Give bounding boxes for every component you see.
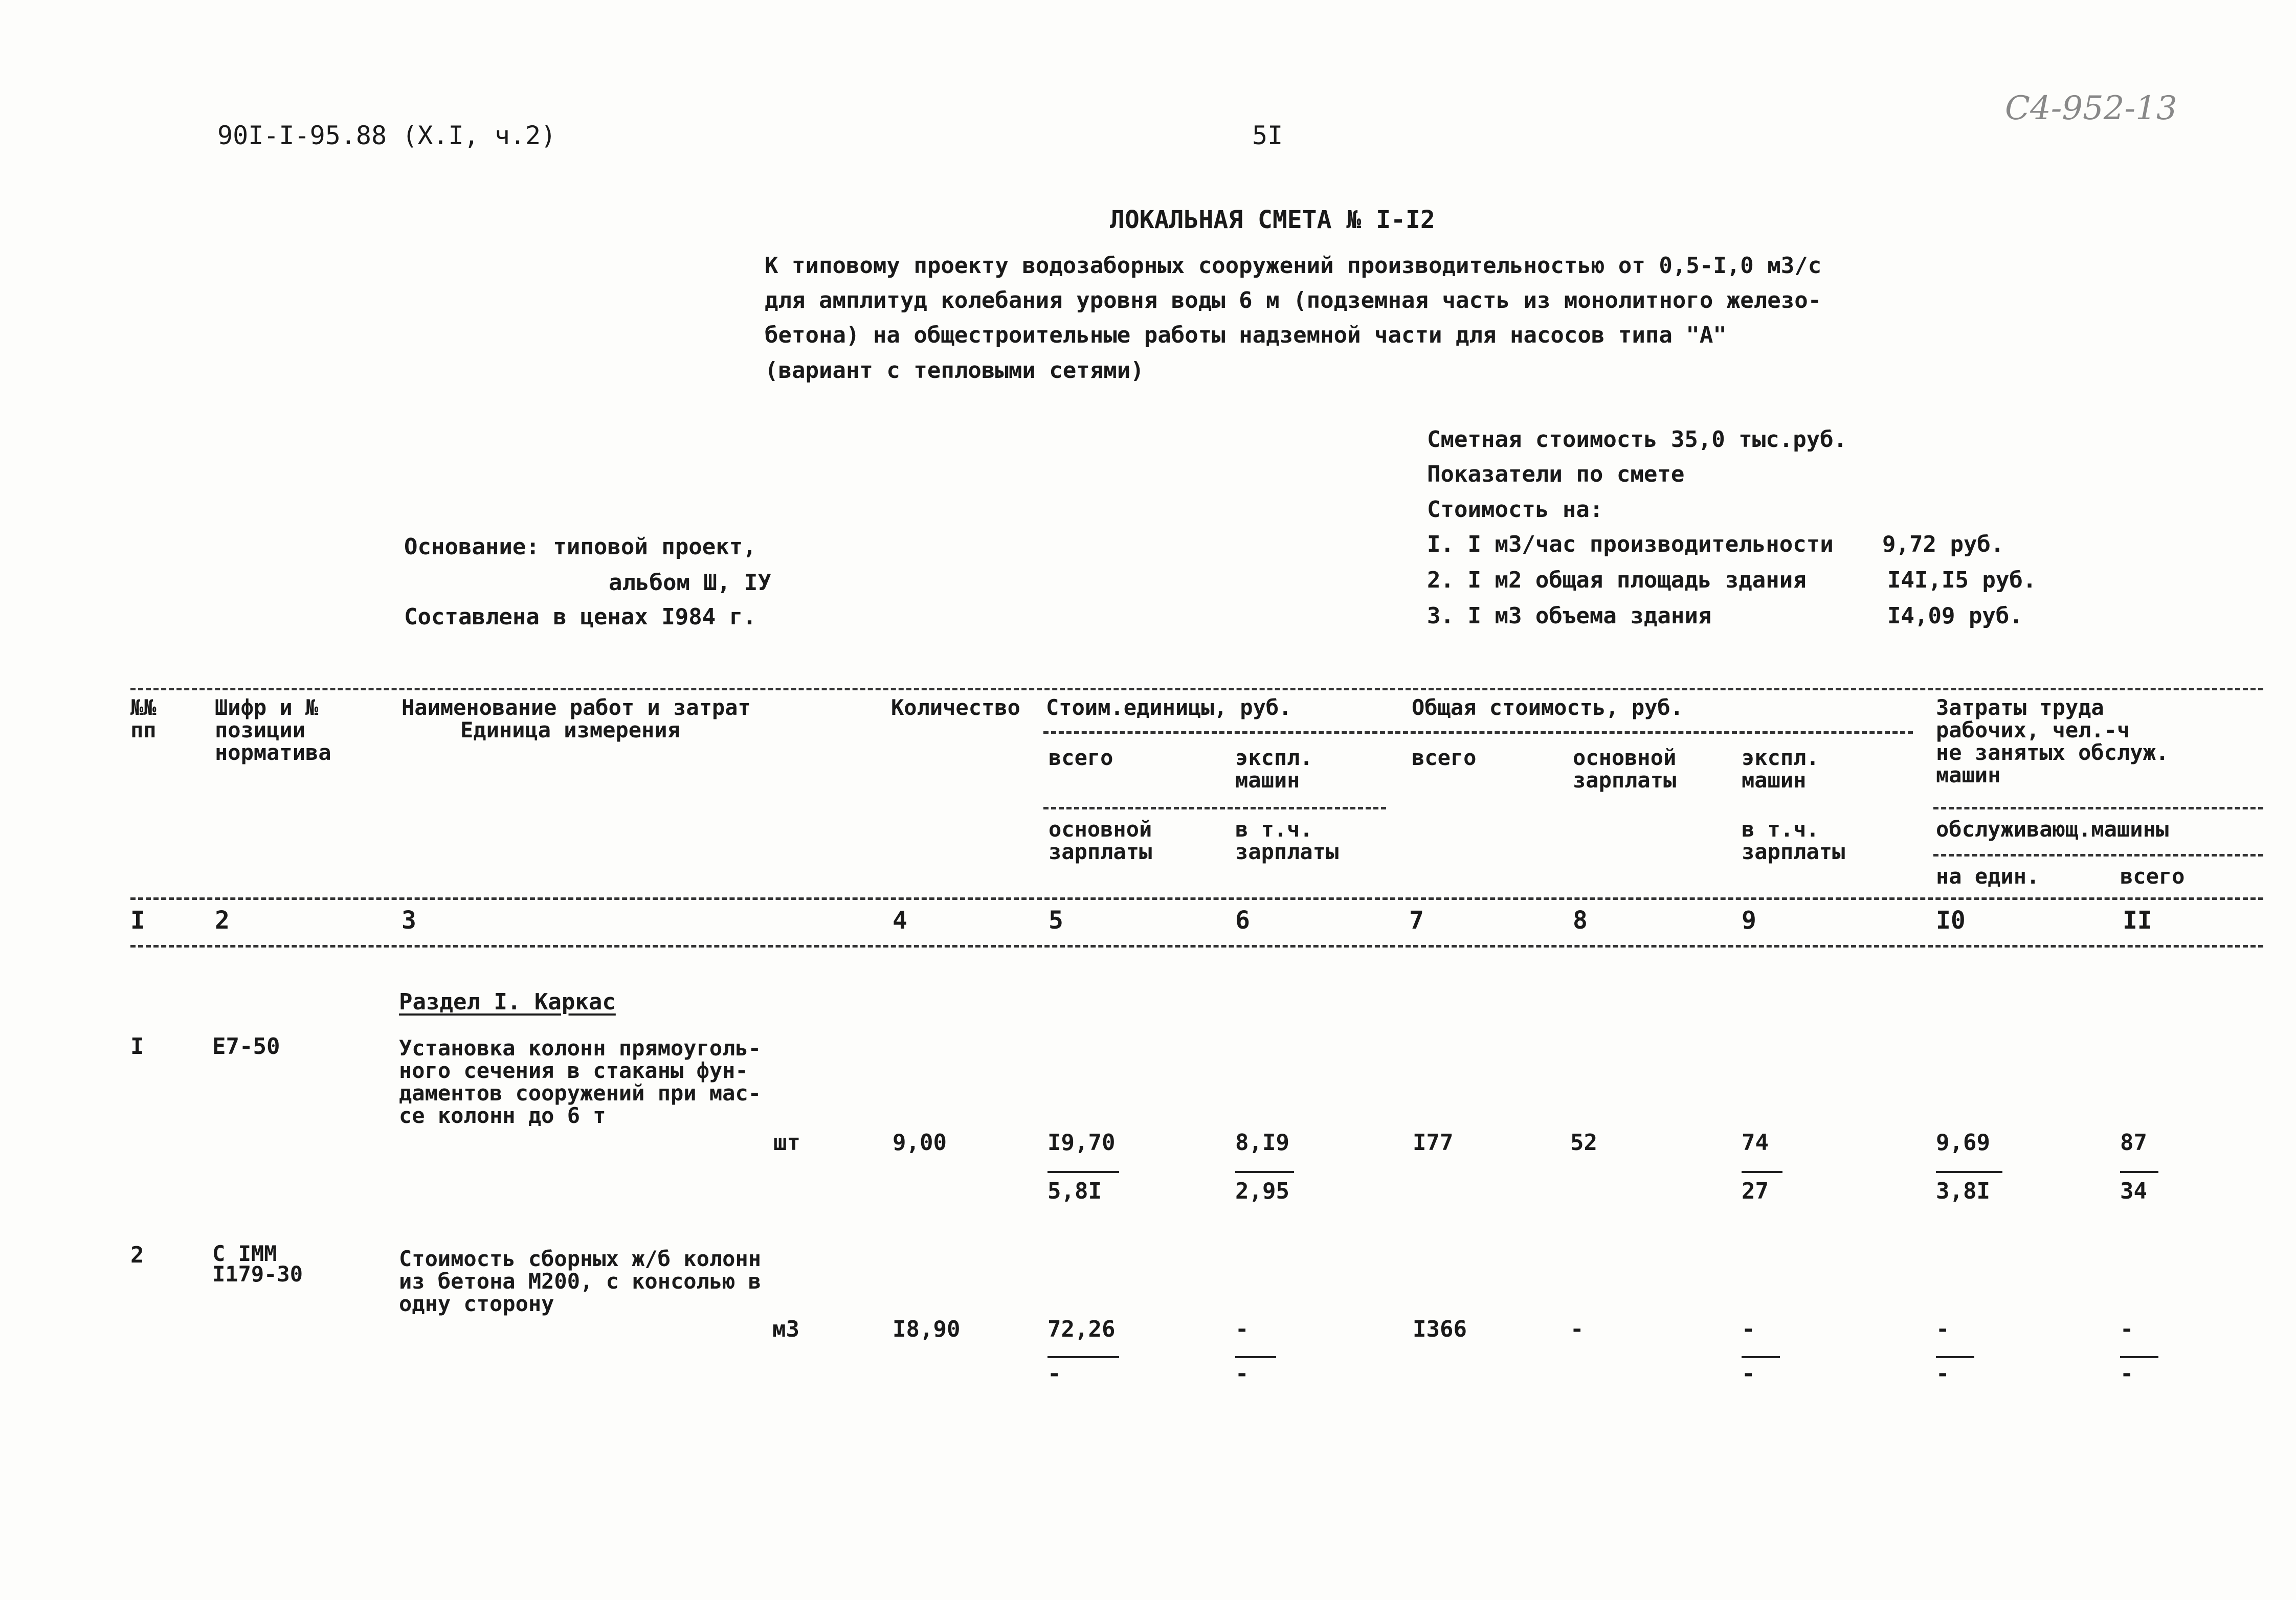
total-machines-wage: 27 [1742,1178,1769,1204]
total-wage: 52 [1570,1130,1597,1156]
cost-item-3: 3. I м3 объема здания [1427,603,1712,629]
header-rule [1043,807,1386,809]
document-code: 90I-I-95.88 (X.I, ч.2) [217,121,556,150]
page-number: 5I [1252,121,1283,150]
column-number: I [130,906,145,935]
unit-cost-header: Стоим.единицы, руб. [1046,695,1292,720]
page-title: ЛОКАЛЬНАЯ СМЕТА № I-I2 [1110,206,1435,234]
column-number: 9 [1742,906,1756,935]
unit-cost-total: I9,70 [1047,1130,1116,1156]
indicators-label: Показатели по смете [1427,461,1685,487]
cost-item-2-value: I4I,I5 руб. [1887,567,2037,593]
colnum-bottom-rule [130,945,2263,948]
total-wage-header: основной [1573,745,1677,770]
col-name-header: Наименование работ и затрат [402,695,751,720]
row-code: Е7-50 [212,1033,280,1060]
labor-header: рабочих, чел.-ч [1936,717,2130,742]
column-number: 6 [1235,906,1250,935]
unit-cost-machines: 8,I9 [1235,1130,1289,1156]
col-name-header: Единица измерения [460,717,680,742]
col-code-header: Шифр и № [215,695,319,720]
unit-cost-machines: - [1235,1316,1249,1342]
row-quantity: I8,90 [893,1316,961,1342]
total-incl-header: зарплаты [1742,839,1845,864]
fraction-line [1936,1171,2002,1173]
unit-cost-machines-wage: - [1235,1361,1249,1387]
labor-header: Затраты труда [1936,695,2104,720]
subtitle-line: бетона) на общестроительные работы надземной части для насосов типа "А" [765,322,1727,348]
cost-item-3-value: I4,09 руб. [1887,603,2023,629]
column-number: 7 [1409,906,1424,935]
fraction-line [1742,1171,1782,1173]
labor-serv-header: обслуживающ.машины [1936,817,2169,842]
col-code-header: позиции [215,717,306,742]
row-number: 2 [130,1242,144,1268]
total-cost-header: Общая стоимость, руб. [1412,695,1684,720]
unit-total-header: всего [1049,745,1113,770]
unit-machines-header: экспл. [1235,745,1313,770]
total-machines: 74 [1742,1130,1769,1156]
total-machines: - [1742,1316,1755,1342]
labor-per-unit: 9,69 [1936,1130,1990,1156]
unit-incl-header: зарплаты [1235,839,1339,864]
row-name-line: из бетона М200, с консолью в [399,1269,762,1294]
column-number: 4 [893,906,907,935]
labor-total: - [2120,1316,2134,1342]
total-wage: - [1570,1316,1584,1342]
labor-header: машин [1936,762,2001,787]
col-num-header: №№ [130,695,157,720]
column-number: 5 [1049,906,1063,935]
row-unit: шт [773,1130,800,1156]
row-number: I [130,1033,144,1060]
unit-machines-header: машин [1235,768,1300,793]
labor-serv-per-unit: 3,8I [1936,1178,1990,1204]
subtitle-line: К типовому проекту водозаборных сооружений производительностью от 0,5-I,0 м3/с [765,253,1822,279]
basis-line: альбом Ш, IУ [609,570,771,596]
handwritten-reference: С4-952-13 [2005,89,2177,127]
basis-line: Составлена в ценах I984 г. [404,604,756,630]
row-code: I179-30 [212,1261,303,1287]
row-name-line: одну сторону [399,1291,554,1316]
subtitle-line: для амплитуд колебания уровня воды 6 м (подземная часть из монолитного железо- [765,287,1822,313]
row-name-line: Стоимость сборных ж/б колонн [399,1246,762,1271]
labor-per-unit-header: на един. [1936,864,2040,889]
fraction-line [1235,1171,1294,1173]
fraction-line [1047,1171,1119,1173]
basis-line: Основание: типовой проект, [404,534,756,560]
row-unit: м3 [772,1316,799,1342]
column-number: 3 [402,906,416,935]
labor-header: не занятых обслуж. [1936,740,2169,765]
unit-cost-wage: 5,8I [1047,1178,1102,1204]
cost-for-label: Стоимость на: [1427,497,1603,523]
unit-wage-header: основной [1049,817,1152,842]
total-machines-header: экспл. [1742,745,1819,770]
unit-wage-header: зарплаты [1049,839,1152,864]
total-cost: I77 [1413,1130,1454,1156]
section-title: Раздел I. Каркас [399,989,616,1015]
col-code-header: норматива [215,740,331,765]
header-rule [1933,807,2263,809]
total-incl-header: в т.ч. [1742,817,1819,842]
fraction-line [1742,1356,1780,1358]
unit-cost-wage: - [1047,1361,1061,1387]
total-machines-wage: - [1742,1361,1755,1387]
row-name-line: се колонн до 6 т [399,1103,606,1128]
column-number: 8 [1573,906,1588,935]
total-all-header: всего [1412,745,1477,770]
row-quantity: 9,00 [893,1130,947,1156]
header-bottom-rule [130,897,2263,900]
row-name-line: ного сечения в стаканы фун- [399,1058,748,1083]
total-cost: I366 [1413,1316,1467,1342]
unit-cost-total: 72,26 [1047,1316,1116,1342]
labor-all-header: всего [2120,864,2185,889]
row-code: С IММ [212,1241,277,1266]
labor-serv-total: 34 [2120,1178,2147,1204]
estimated-cost: Сметная стоимость 35,0 тыс.руб. [1427,426,1847,453]
subtitle-line: (вариант с тепловыми сетями) [765,357,1144,384]
table-top-rule [130,688,2263,690]
fraction-line [1936,1356,1974,1358]
col-num-header: пп [130,717,157,742]
row-name-line: Установка колонн прямоуголь- [399,1035,762,1061]
fraction-line [2120,1171,2158,1173]
header-rule [1933,854,2263,857]
row-name-line: даментов сооружений при мас- [399,1080,762,1106]
column-number: II [2123,906,2152,935]
total-wage-header: зарплаты [1573,768,1677,793]
labor-per-unit: - [1936,1316,1950,1342]
labor-total: 87 [2120,1130,2147,1156]
labor-serv-per-unit: - [1936,1361,1950,1387]
header-rule [1043,731,1913,734]
fraction-line [2120,1356,2158,1358]
col-qty-header: Количество [891,695,1020,720]
fraction-line [1235,1356,1276,1358]
cost-item-1: I. I м3/час производительности [1427,531,1834,557]
unit-incl-header: в т.ч. [1235,817,1313,842]
column-number: 2 [215,906,230,935]
total-machines-header: машин [1742,768,1807,793]
column-number: I0 [1936,906,1966,935]
unit-cost-machines-wage: 2,95 [1235,1178,1289,1204]
cost-item-1-value: 9,72 руб. [1882,531,2004,557]
labor-serv-total: - [2120,1361,2134,1387]
fraction-line [1047,1356,1119,1358]
cost-item-2: 2. I м2 общая площадь здания [1427,567,1807,593]
